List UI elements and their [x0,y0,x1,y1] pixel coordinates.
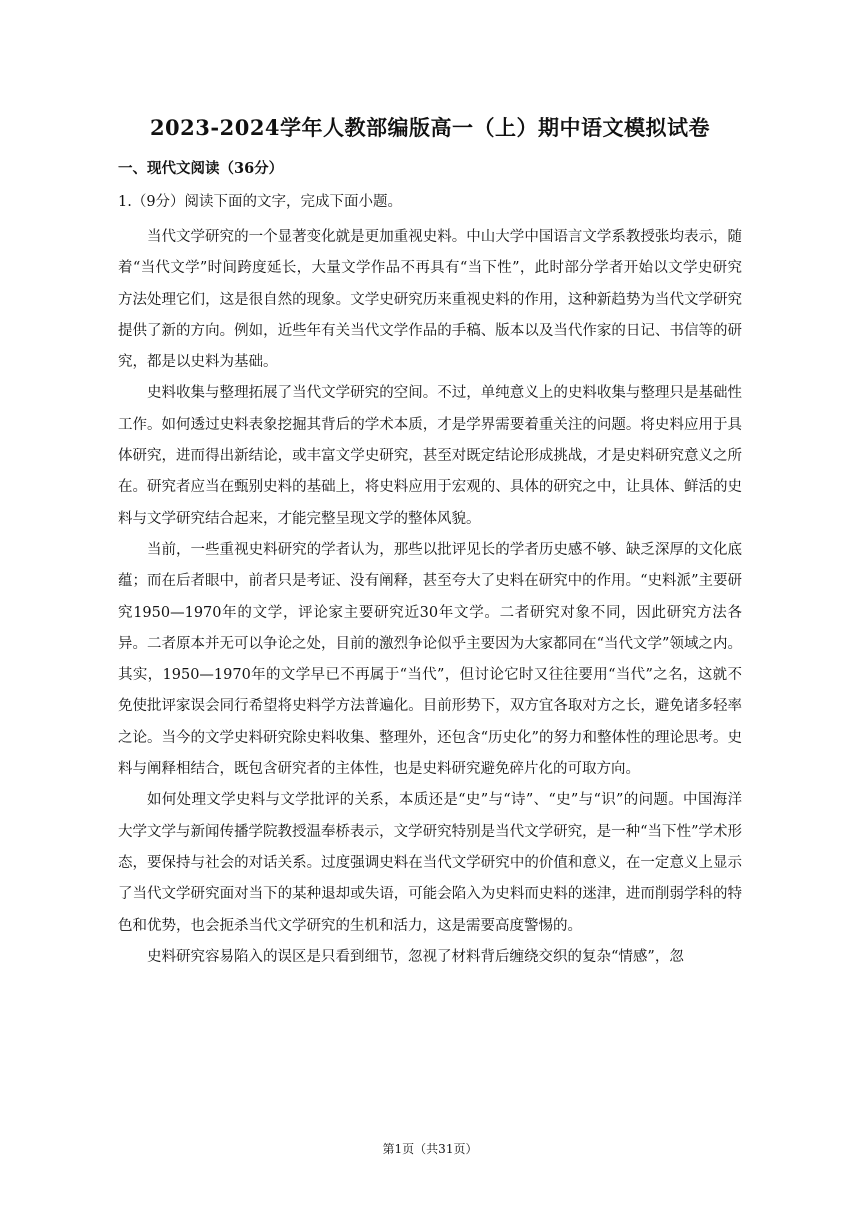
document-title: 2023-2024学年人教部编版高一（上）期中语文模拟试卷 [149,115,711,140]
section-heading: 一、现代文阅读（36分） [118,160,284,177]
question-intro: 1.（9分）阅读下面的文字，完成下面小题。 [118,194,403,210]
reading-passage [118,222,742,973]
paragraph-1: 当代文学研究的一个显著变化就是更加重视史料。中山大学中国语言文学系教授张均表示，随着“当代文学”时间跨度延长，大量文学作品不再具有“当下性”，此时部分学者开始以文学史研究方法处理它们，这是很自然的现象。文学史研究历来重视史料的作用，这种新趋势为当代文学研究提供了新的方向。例如，近些年有关当代文学作品的手稿、版本以及当代作家的日记、书信等的研究，都是以史料为基础。 [118,229,742,371]
paragraph-4: 如何处理文学史料与文学批评的关系，本质还是“史”与“诗”、“史”与“识”的问题。中国海洋大学文学与新闻传播学院教授温奉桥表示，文学研究特别是当代文学研究，是一种“当下性”学术形态，要保持与社会的对话关系。过度强调史料在当代文学研究中的价值和意义，在一定意义上显示了当代文学研究面对当下的某种退却或失语，可能会陷入为史料而史料的迷津，进而削弱学科的特色和优势，也会扼杀当代文学研究的生机和活力，这是需要高度警惕的。 [118,792,742,934]
paragraph-3: 当前，一些重视史料研究的学者认为，那些以批评见长的学者历史感不够、缺乏深厚的文化底蕴；而在后者眼中，前者只是考证、没有阐释，甚至夸大了史料在研究中的作用。“史料派”主要研究1950—1970年的文学，评论家主要研究近30年文学。二者研究对象不同，因此研究方法各异。二者原本并无可以争论之处，目前的激烈争论似乎主要因为大家都同在“当代文学”领域之内。其实，1950—1970年的文学早已不再属于“当代”，但讨论它时又往往要用“当代”之名，这就不免使批评家误会同行希望将史料学方法普遍化。目前形势下，双方宜各取对方之长，避免诸多轻率之论。当今的文学史料研究除史料收集、整理外，还包含“历史化”的努力和整体性的理论思考。史料与阐释相结合，既包含研究者的主体性，也是史料研究避免碎片化的可取方向。 [118,541,742,778]
page-footer: 第1页（共31页） [382,1142,478,1156]
paragraph-5: 史料研究容易陷入的误区是只看到细节，忽视了材料背后缠绕交织的复杂“情感”，忽 [147,948,684,965]
paragraph-2: 史料收集与整理拓展了当代文学研究的空间。不过，单纯意义上的史料收集与整理只是基础性工作。如何透过史料表象挖掘其背后的学术本质，才是学界需要着重关注的问题。将史料应用于具体研究，进而得出新结论，或丰富文学史研究，甚至对既定结论形成挑战，才是史料研究意义之所在。研究者应当在甄别史料的基础上，将史料应用于宏观的、具体的研究之中，让具体、鲜活的史料与文学研究结合起来，才能完整呈现文学的整体风貌。 [118,385,742,527]
